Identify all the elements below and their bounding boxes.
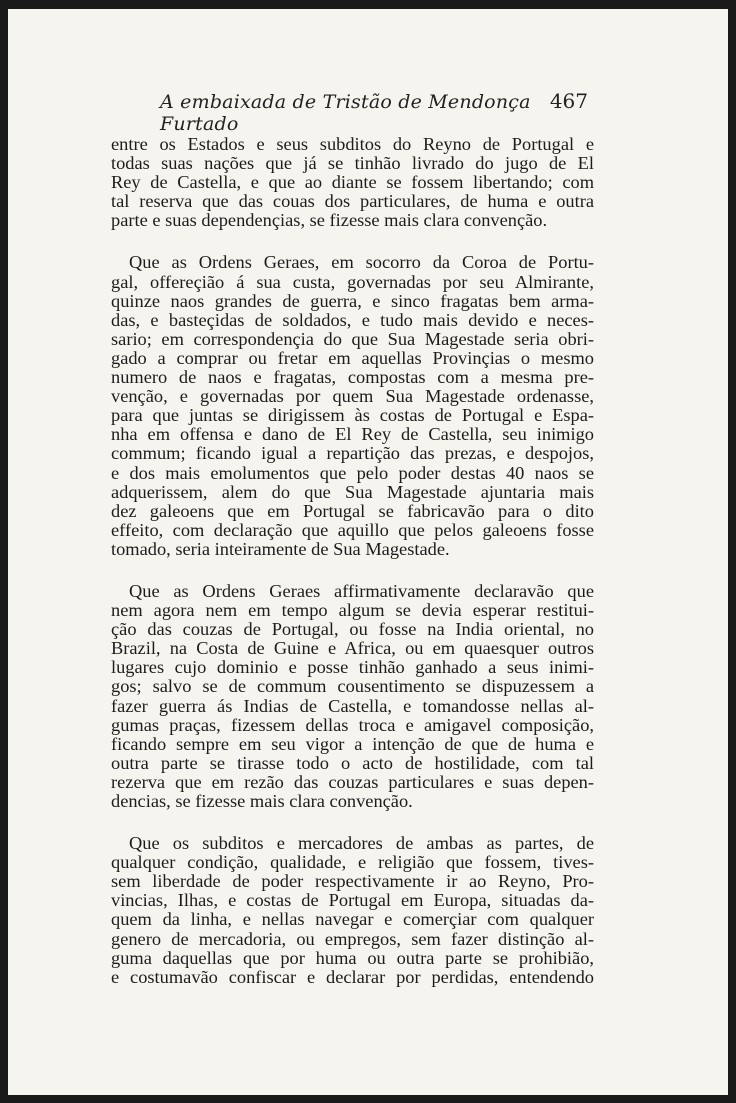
paragraph: [111, 135, 594, 230]
text-line: dez galeoens que em Portugal se fabricavão para o dito: [111, 501, 594, 521]
text-line: outra parte se tirasse todo o acto de hostilidade, com tal: [111, 753, 594, 773]
text-line: ficando sempre em seu vigor a intenção de que de huma e: [111, 734, 594, 754]
text-line: venção, e governadas por quem Sua Magestade ordenasse,: [111, 387, 594, 407]
text-line: Brazil, na Costa de Guine e Africa, ou em quaesquer outros: [111, 639, 594, 659]
text-line: para que juntas se dirigissem às costas de Portugal e Espa-: [111, 406, 594, 426]
text-line: das, e basteçidas de soldados, e tudo mais devido e neces-: [111, 310, 594, 330]
text-line: gumas praças, fizessem dellas troca e amigavel composição,: [111, 715, 594, 735]
text-line: sem liberdade de poder respectivamente ir ao Reyno, Pro-: [111, 872, 594, 892]
text-line: genero de mercadoria, ou empregos, sem fazer distinção al-: [111, 929, 594, 949]
text-line: entre os Estados e seus subditos do Reyno de Portugal e: [111, 135, 594, 154]
text-line: gado a comprar ou fretar em aquellas Provinçias o mesmo: [111, 348, 594, 368]
text-line: adquerissem, alem do que Sua Magestade ajuntaria mais: [111, 482, 594, 502]
text-line: tomado, seria inteiramente de Sua Magestade.: [111, 539, 450, 559]
text-line: Que as Ordens Geraes, em socorro da Coroa de Portu-: [129, 253, 594, 273]
text-line: tal reserva que das couas dos particulares, de huma e outra: [111, 192, 594, 212]
text-line: sario; em correspondençia do que Sua Magestade seria obri-: [111, 329, 594, 349]
text-line: dencias, se fizesse mais clara convenção.: [111, 792, 413, 811]
text-line: numero de naos e fragatas, compostas com a mesma pre-: [111, 368, 594, 388]
text-line: gal, offereçião á sua custa, governadas por seu Almirante,: [111, 272, 594, 292]
text-line: quinze naos grandes de guerra, e sinco fragatas bem arma-: [111, 291, 594, 311]
text-line: qualquer condição, qualidade, e religião que fossem, tives-: [111, 853, 594, 873]
text-line: quem da linha, e nellas navegar e comerçiar com qualquer: [111, 910, 594, 930]
text-line: todas suas nações que já se tinhão livrado do jugo de El: [111, 154, 594, 174]
paragraph: [111, 582, 594, 811]
text-line: rezerva que em rezão das couzas particulares e suas depen-: [111, 772, 594, 792]
text-line: fazer guerra ás Indias de Castella, e tomandosse nellas al-: [111, 696, 594, 716]
page-number: 467: [549, 89, 588, 113]
paragraph: [111, 253, 594, 559]
text-line: ção das couzas de Portugal, ou fosse na India oriental, no: [111, 620, 594, 640]
body-text: [111, 135, 594, 1010]
text-line: e dos mais emolumentos que pelo poder destas 40 naos se: [111, 463, 594, 483]
header-title: A embaixada de Tristão de Mendonça Furtado: [160, 91, 531, 135]
running-header: [160, 87, 600, 135]
text-line: Que os subditos e mercadores de ambas as partes, de: [129, 834, 594, 854]
text-line: effeito, com declaração que aquillo que pelos galeoens fosse: [111, 520, 594, 540]
text-line: gos; salvo se de commum cousentimento se dispuzessem a: [111, 677, 594, 697]
text-line: parte e suas dependençias, se fizesse mais clara convenção.: [111, 211, 548, 231]
text-line: lugares cujo dominio e posse tinhão ganhado a seus inimi-: [111, 658, 594, 678]
book-page: [8, 9, 728, 1095]
text-line: Rey de Castella, e que ao diante se fossem libertando; com: [111, 173, 594, 193]
text-line: nem agora nem em tempo algum se devia esperar restitui-: [111, 601, 594, 621]
text-line: nha em offensa e dano de El Rey de Castella, seu inimigo: [111, 425, 594, 445]
paragraph: [111, 834, 594, 987]
text-line: Que as Ordens Geraes affirmativamente declaravão que: [129, 581, 594, 601]
text-line: guma daquellas que por huma ou outra parte se prohibião,: [111, 948, 594, 968]
text-line: e costumavão confiscar e declarar por perdidas, entendendo: [111, 967, 594, 987]
text-line: vincias, Ilhas, e costas de Portugal em Europa, situadas da-: [111, 891, 594, 911]
text-line: commum; ficando igual a repartição das prezas, e despojos,: [111, 444, 594, 464]
